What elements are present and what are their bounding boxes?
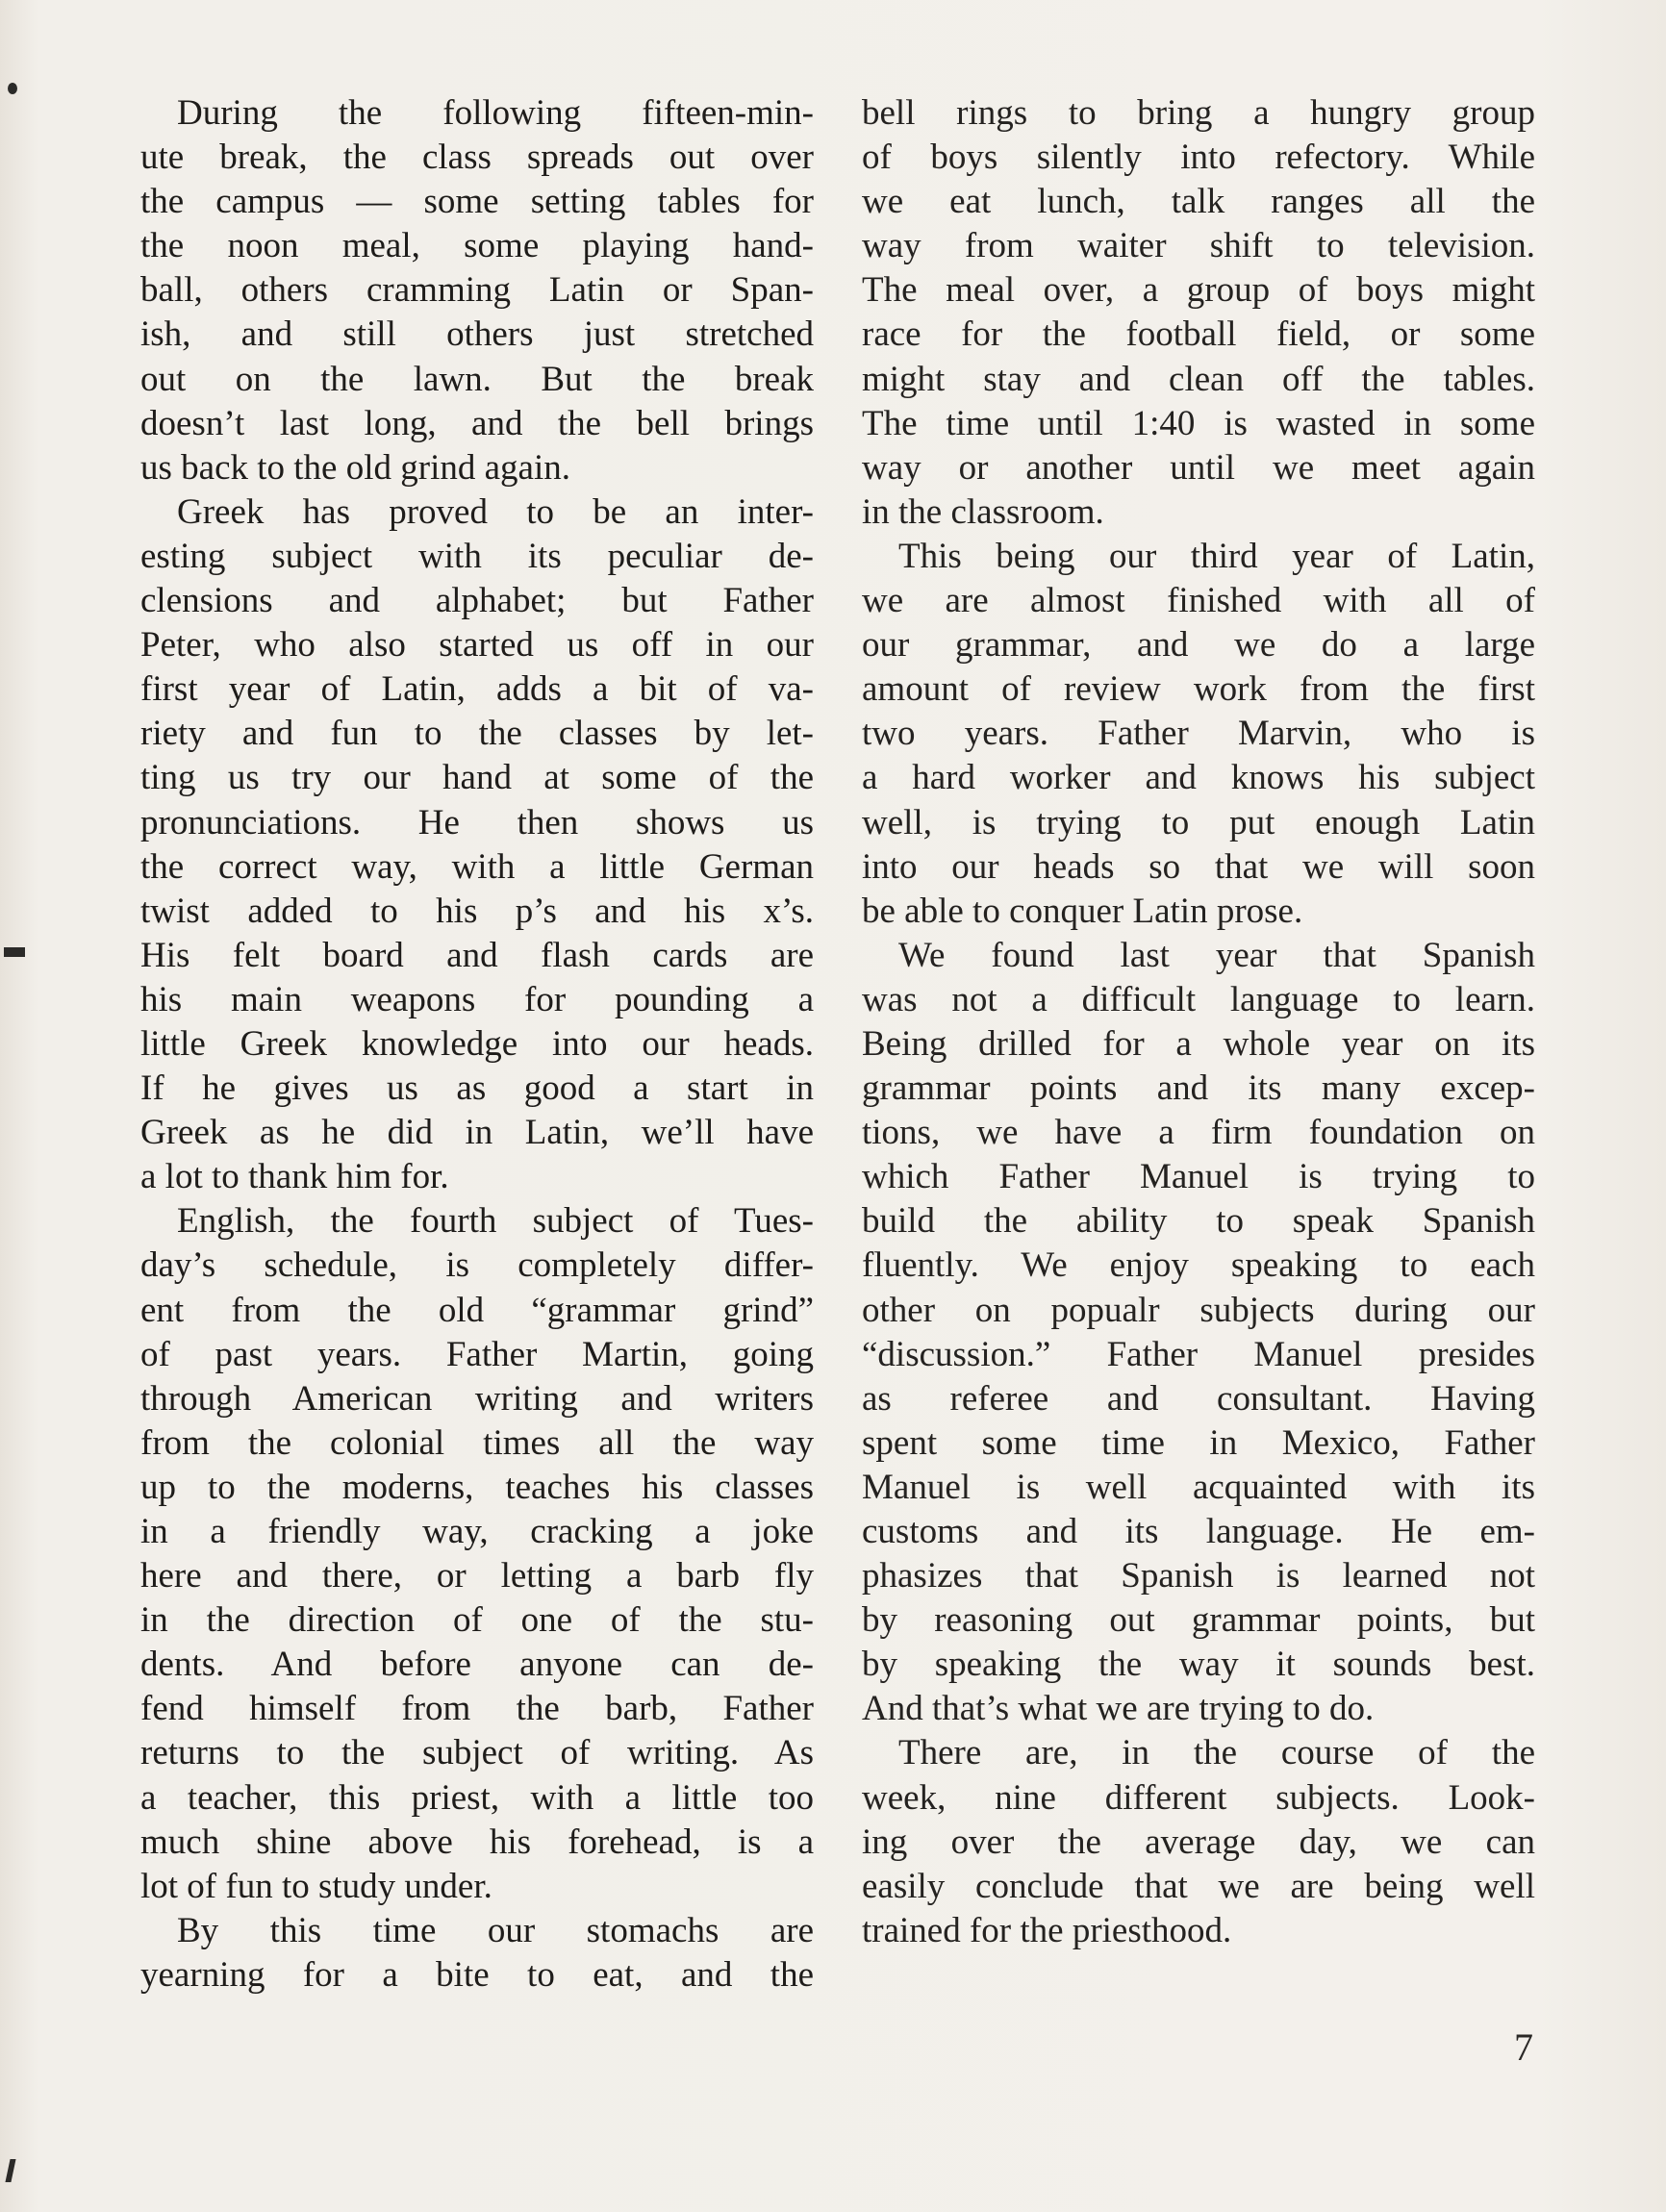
text-line: returns to the subject of writing. As xyxy=(140,1733,814,1773)
text-line: ing over the average day, we can xyxy=(862,1822,1535,1862)
text-line: “discussion.” Father Manuel presides xyxy=(862,1334,1535,1374)
text-line: through American writing and writers xyxy=(140,1378,814,1419)
text-line: English, the fourth subject of Tues- xyxy=(177,1201,814,1242)
text-line: tions, we have a firm foundation on xyxy=(862,1113,1535,1153)
text-line: week, nine different subjects. Look- xyxy=(862,1777,1535,1818)
text-line: Peter, who also started us off in our xyxy=(140,625,814,666)
text-line: ent from the old “grammar grind” xyxy=(140,1290,814,1330)
text-line: fluently. We enjoy speaking to each xyxy=(862,1245,1535,1286)
text-line: well, is trying to put enough Latin xyxy=(862,802,1535,842)
text-line: fend himself from the barb, Father xyxy=(140,1689,814,1729)
text-line: from the colonial times all the way xyxy=(140,1422,814,1463)
left-column xyxy=(140,91,814,1998)
text-line: way from waiter shift to television. xyxy=(862,226,1535,266)
text-line: trained for the priesthood. xyxy=(862,1910,1232,1950)
text-line: be able to conquer Latin prose. xyxy=(862,891,1303,931)
text-line: riety and fun to the classes by let- xyxy=(140,714,814,754)
text-line: doesn’t last long, and the bell brings xyxy=(140,403,814,443)
binding-mark xyxy=(4,947,25,957)
text-line: phasizes that Spanish is learned not xyxy=(862,1556,1535,1596)
text-line: ball, others cramming Latin or Span- xyxy=(140,270,814,311)
text-line: race for the football field, or some xyxy=(862,314,1535,355)
text-line: little Greek knowledge into our heads. xyxy=(140,1023,814,1064)
text-line: here and there, or letting a barb fly xyxy=(140,1556,814,1596)
text-line: which Father Manuel is trying to xyxy=(862,1157,1535,1197)
text-line: a hard worker and knows his subject xyxy=(862,758,1535,798)
text-line: lot of fun to study under. xyxy=(140,1866,492,1906)
text-line: Being drilled for a whole year on its xyxy=(862,1023,1535,1064)
text-line: much shine above his forehead, is a xyxy=(140,1822,814,1862)
text-line: we are almost finished with all of xyxy=(862,581,1535,621)
text-line: the correct way, with a little German xyxy=(140,846,814,887)
text-line: was not a difficult language to learn. xyxy=(862,979,1535,1019)
text-line: Greek has proved to be an inter- xyxy=(177,491,814,532)
text-line: first year of Latin, adds a bit of va- xyxy=(140,669,814,710)
text-line: dents. And before anyone can de- xyxy=(140,1645,814,1685)
binding-mark xyxy=(8,83,17,94)
text-line: by speaking the way it sounds best. xyxy=(862,1645,1535,1685)
text-line: as referee and consultant. Having xyxy=(862,1378,1535,1419)
text-line: Greek as he did in Latin, we’ll have xyxy=(140,1113,814,1153)
text-line: day’s schedule, is completely differ- xyxy=(140,1245,814,1286)
text-line: our grammar, and we do a large xyxy=(862,625,1535,666)
text-line: of boys silently into refectory. While xyxy=(862,138,1535,178)
text-line: his main weapons for pounding a xyxy=(140,979,814,1019)
text-line: in the classroom. xyxy=(862,491,1104,532)
text-line: in a friendly way, cracking a joke xyxy=(140,1512,814,1551)
text-line: This being our third year of Latin, xyxy=(898,536,1535,576)
text-line: By this time our stomachs are xyxy=(177,1910,814,1950)
text-line: twist added to his p’s and his x’s. xyxy=(140,891,814,931)
text-line: two years. Father Marvin, who is xyxy=(862,714,1535,754)
text-line: ute break, the class spreads out over xyxy=(140,138,814,178)
text-line: clensions and alphabet; but Father xyxy=(140,581,814,621)
text-line: the noon meal, some playing hand- xyxy=(140,226,814,266)
text-line: might stay and clean off the tables. xyxy=(862,359,1535,399)
text-line: amount of review work from the first xyxy=(862,669,1535,710)
text-line: esting subject with its peculiar de- xyxy=(140,536,814,576)
right-column xyxy=(862,91,1535,1953)
binding-mark xyxy=(5,2159,15,2182)
text-line: ish, and still others just stretched xyxy=(140,314,814,355)
text-line: The meal over, a group of boys might xyxy=(862,270,1535,311)
text-line: by reasoning out grammar points, but xyxy=(862,1600,1535,1641)
text-line: ting us try our hand at some of the xyxy=(140,758,814,798)
text-line: There are, in the course of the xyxy=(898,1733,1535,1773)
page-number: 7 xyxy=(1514,2025,1533,2069)
text-line: of past years. Father Martin, going xyxy=(140,1334,814,1374)
text-line: grammar points and its many excep- xyxy=(862,1068,1535,1109)
text-line: other on popualr subjects during our xyxy=(862,1290,1535,1330)
text-line: build the ability to speak Spanish xyxy=(862,1201,1535,1242)
text-line: we eat lunch, talk ranges all the xyxy=(862,182,1535,222)
text-line: yearning for a bite to eat, and the xyxy=(140,1954,814,1995)
text-line: into our heads so that we will soon xyxy=(862,846,1535,887)
text-line: out on the lawn. But the break xyxy=(140,359,814,399)
text-line: bell rings to bring a hungry group xyxy=(862,93,1535,133)
text-line: easily conclude that we are being well xyxy=(862,1866,1535,1906)
text-line: If he gives us as good a start in xyxy=(140,1068,814,1109)
text-line: His felt board and flash cards are xyxy=(140,935,814,975)
text-line: a lot to thank him for. xyxy=(140,1157,449,1197)
text-line: the campus — some setting tables for xyxy=(140,182,814,222)
text-line: And that’s what we are trying to do. xyxy=(862,1689,1375,1729)
text-line: up to the moderns, teaches his classes xyxy=(140,1467,814,1507)
text-line: During the following fifteen-min- xyxy=(177,93,814,133)
text-line: a teacher, this priest, with a little too xyxy=(140,1777,814,1818)
text-line: pronunciations. He then shows us xyxy=(140,802,814,842)
text-line: Manuel is well acquainted with its xyxy=(862,1467,1535,1507)
text-line: The time until 1:40 is wasted in some xyxy=(862,403,1535,443)
text-line: We found last year that Spanish xyxy=(898,935,1535,975)
text-line: us back to the old grind again. xyxy=(140,447,570,488)
text-line: in the direction of one of the stu- xyxy=(140,1600,814,1641)
text-line: customs and its language. He em- xyxy=(862,1512,1535,1551)
text-line: way or another until we meet again xyxy=(862,447,1535,488)
text-line: spent some time in Mexico, Father xyxy=(862,1422,1535,1463)
